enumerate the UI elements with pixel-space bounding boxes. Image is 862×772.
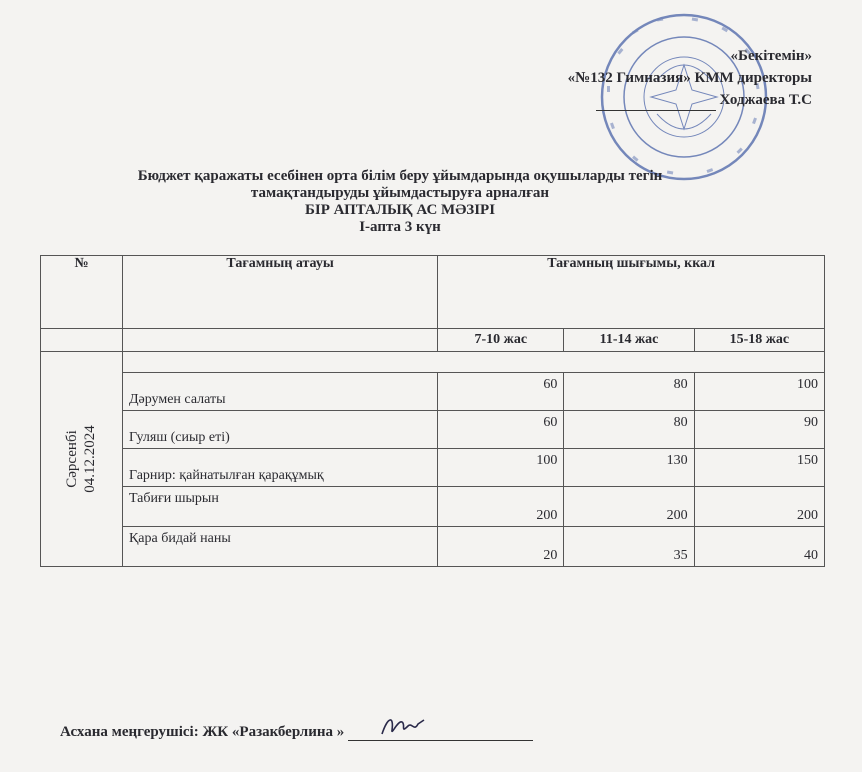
- table-row: [41, 487, 825, 527]
- dish-name: Табиғи шырын: [122, 487, 437, 527]
- value-7-10: 20: [438, 527, 564, 567]
- day-cell: [41, 352, 123, 567]
- dish-name: Гуляш (сиыр еті): [122, 411, 437, 449]
- manager-signature-line: [348, 722, 533, 741]
- age-group-2: 11-14 жас: [564, 329, 694, 352]
- table-age-row: [41, 329, 825, 352]
- value-7-10: 60: [438, 411, 564, 449]
- footer-signature: [60, 722, 533, 741]
- table-spacer-row: [41, 352, 825, 373]
- approval-director: Ходжаева Т.С: [719, 92, 812, 108]
- value-11-14: 200: [564, 487, 694, 527]
- age-group-3: 15-18 жас: [694, 329, 824, 352]
- table-row: [41, 411, 825, 449]
- value-11-14: 35: [564, 527, 694, 567]
- document-title: [90, 168, 710, 236]
- menu-table: [40, 255, 825, 567]
- value-15-18: 100: [694, 373, 824, 411]
- heading-line-2: тамақтандыруды ұйымдастыруға арналған: [250, 185, 550, 201]
- director-signature-line: [596, 110, 716, 111]
- approval-org: «№132 Гимназия» КММ директоры: [567, 70, 812, 86]
- value-15-18: 40: [694, 527, 824, 567]
- dish-name: Гарнир: қайнатылған қарақұмық: [122, 449, 437, 487]
- age-group-1: 7-10 жас: [438, 329, 564, 352]
- value-11-14: 130: [564, 449, 694, 487]
- approval-title: «Бекітемін»: [730, 48, 812, 64]
- table-row: [41, 527, 825, 567]
- week-day-label: І-апта 3 күн: [359, 219, 441, 235]
- approval-block: [568, 45, 812, 111]
- value-7-10: 60: [438, 373, 564, 411]
- canteen-manager-label: Асхана меңгерушісі: ЖК «Разакберлина »: [60, 724, 345, 740]
- table-row: [41, 449, 825, 487]
- header-yield: Тағамның шығымы, ккал: [438, 256, 825, 329]
- value-15-18: 90: [694, 411, 824, 449]
- value-11-14: 80: [564, 411, 694, 449]
- day-name: Сәрсенбі: [64, 430, 81, 488]
- value-15-18: 150: [694, 449, 824, 487]
- heading-line-1: Бюджет қаражаты есебінен орта білім беру ұйымдарында оқушыларды тегін: [137, 168, 663, 184]
- value-15-18: 200: [694, 487, 824, 527]
- dish-name: Қара бидай наны: [122, 527, 437, 567]
- value-7-10: 100: [438, 449, 564, 487]
- table-header-row: [41, 256, 825, 329]
- handwritten-signature-icon: [378, 712, 428, 740]
- dish-name: Дәрумен салаты: [122, 373, 437, 411]
- table-row: [41, 373, 825, 411]
- value-7-10: 200: [438, 487, 564, 527]
- value-11-14: 80: [564, 373, 694, 411]
- header-number: №: [41, 256, 123, 329]
- header-dish-name: Тағамның атауы: [122, 256, 437, 329]
- heading-line-3: БІР АПТАЛЫҚ АС МӘЗІРІ: [304, 202, 496, 218]
- day-date: 04.12.2024: [82, 425, 99, 493]
